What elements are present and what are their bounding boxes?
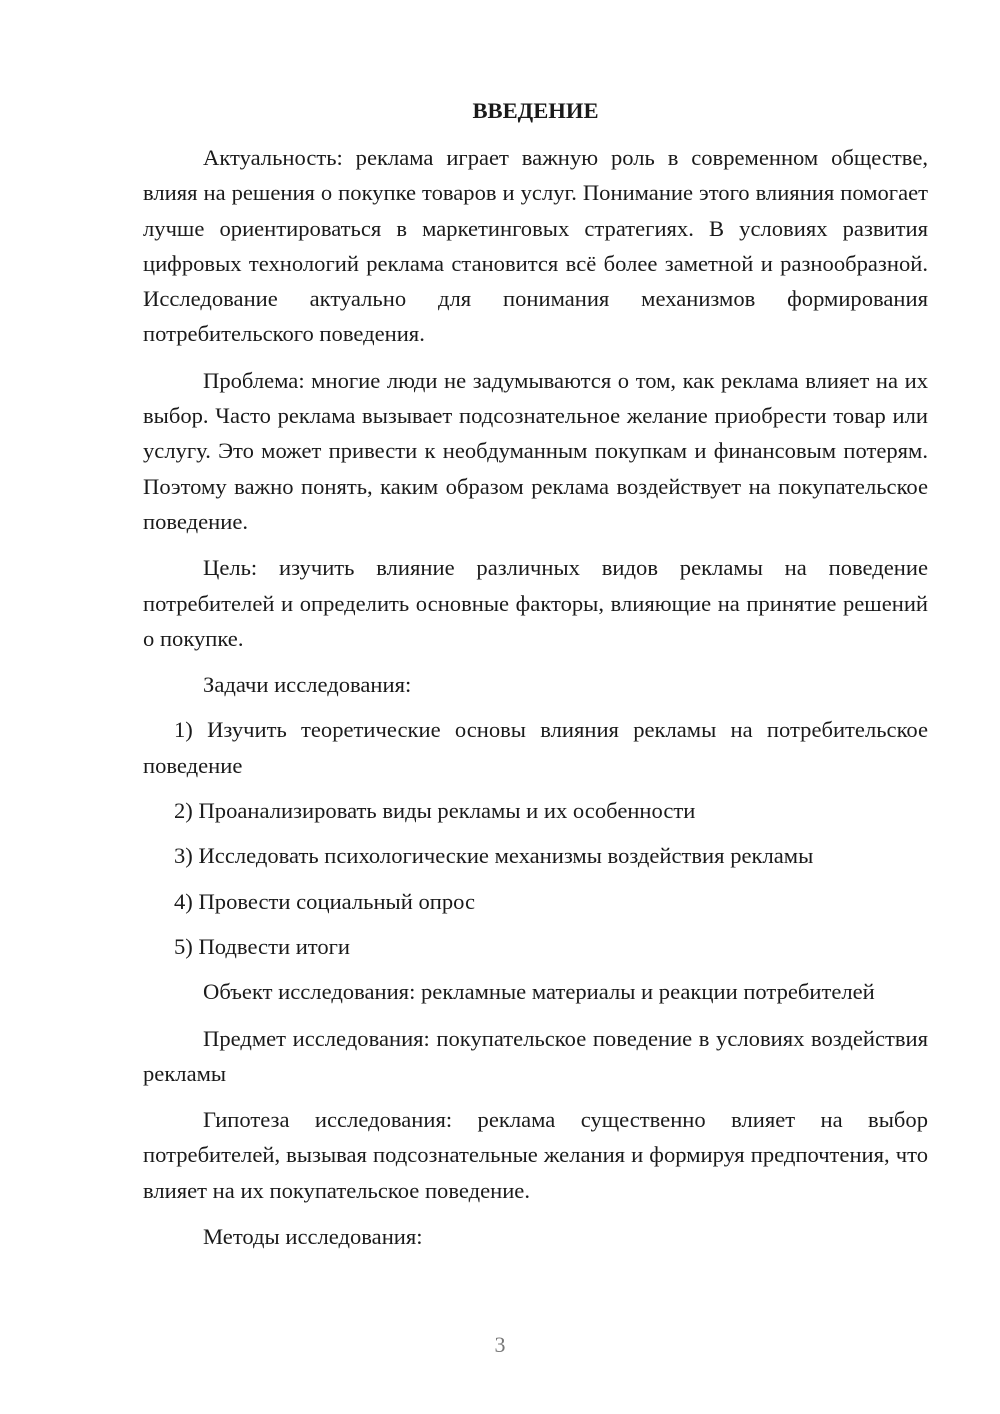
tasks-heading: Задачи исследования: xyxy=(203,672,412,698)
hypothesis-paragraph: Гипотеза исследования: реклама существенно влияет на выбор потребителей, вызывая подсознательные желания и формируя предпочтения, что влияет на их покупательское поведение. xyxy=(143,1107,928,1203)
task-item-3: 3) Исследовать психологические механизмы воздействия рекламы xyxy=(174,843,814,869)
goal-paragraph: Цель: изучить влияние различных видов рекламы на поведение потребителей и определить основные факторы, влияющие на принятие решений о покупке. xyxy=(143,555,928,651)
document-page xyxy=(143,92,928,1264)
task-item-2: 2) Проанализировать виды рекламы и их особенности xyxy=(174,798,696,824)
relevance-paragraph: Актуальность: реклама играет важную роль в современном обществе, влияя на решения о покупке товаров и услуг. Понимание этого влияния помогает лучше ориентироваться в маркетинговых стратегиях. В условиях развития цифровых технологий реклама становится всё более заметной и разнообразной. Исследование актуально для понимания механизмов формирования потребительского поведения. xyxy=(143,145,928,347)
section-title: ВВЕДЕНИЕ xyxy=(472,98,599,123)
task-item-4: 4) Провести социальный опрос xyxy=(174,888,476,914)
subject-paragraph: Предмет исследования: покупательское поведение в условиях воздействия рекламы xyxy=(143,1025,928,1086)
task-item-1: 1) Изучить теоретические основы влияния рекламы на потребительское поведение xyxy=(143,717,928,778)
page-number: 3 xyxy=(494,1332,506,1357)
methods-heading: Методы исследования: xyxy=(203,1224,423,1250)
problem-paragraph: Проблема: многие люди не задумываются о том, как реклама влияет на их выбор. Часто реклама вызывает подсознательное желание приобрести товар или услугу. Это может привести к необдуманным покупкам и финансовым потерям. Поэтому важно понять, каким образом реклама воздействует на покупательское поведение. xyxy=(143,367,928,534)
object-paragraph: Объект исследования: рекламные материалы и реакции потребителей xyxy=(203,979,875,1005)
task-item-5: 5) Подвести итоги xyxy=(174,933,351,959)
